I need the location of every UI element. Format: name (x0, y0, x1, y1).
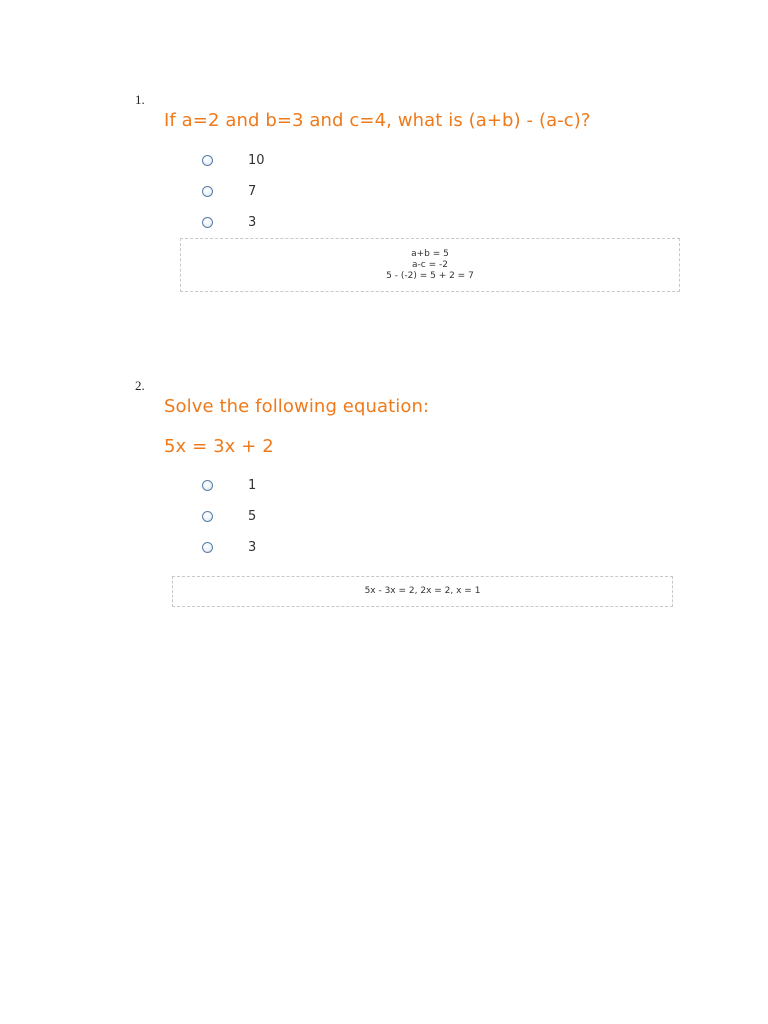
explanation-line: 5 - (-2) = 5 + 2 = 7 (386, 270, 474, 281)
option-label: 1 (248, 477, 257, 493)
explanation-line: a-c = -2 (412, 259, 448, 270)
question-equation: 5x = 3x + 2 (164, 436, 274, 457)
question-prompt: If a=2 and b=3 and c=4, what is (a+b) - (a-c)? (164, 110, 591, 131)
answer-option-3[interactable] (202, 212, 257, 232)
radio-button[interactable] (202, 186, 213, 197)
question-number: 2. (135, 378, 145, 393)
radio-button[interactable] (202, 217, 213, 228)
radio-button[interactable] (202, 511, 213, 522)
option-label: 10 (248, 152, 265, 168)
explanation-box (172, 576, 673, 607)
explanation-box (180, 238, 680, 292)
question-prompt: Solve the following equation: (164, 396, 430, 417)
answer-option-3[interactable] (202, 537, 257, 557)
radio-button[interactable] (202, 155, 213, 166)
answer-option-5[interactable] (202, 506, 257, 526)
option-label: 3 (248, 539, 257, 555)
option-label: 3 (248, 214, 257, 230)
radio-button[interactable] (202, 480, 213, 491)
radio-button[interactable] (202, 542, 213, 553)
answer-option-10[interactable] (202, 150, 265, 170)
question-number: 1. (135, 92, 145, 107)
answer-option-7[interactable] (202, 181, 257, 201)
option-label: 7 (248, 183, 257, 199)
option-label: 5 (248, 508, 257, 524)
answer-option-1[interactable] (202, 475, 257, 495)
explanation-line: a+b = 5 (411, 248, 449, 259)
explanation-line: 5x - 3x = 2, 2x = 2, x = 1 (364, 586, 481, 596)
